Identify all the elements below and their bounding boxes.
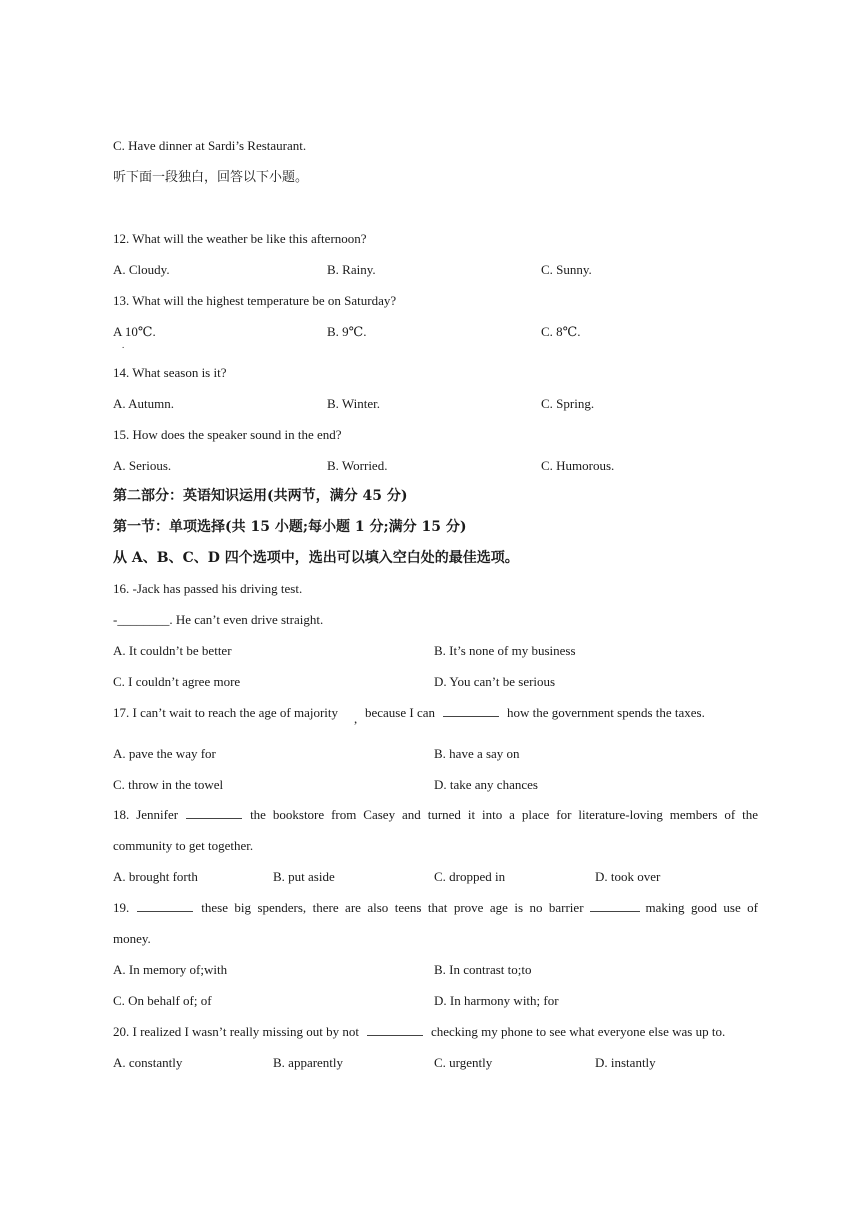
q20-option-a: A. constantly xyxy=(113,1055,183,1070)
question-15: 15. How does the speaker sound in the end? xyxy=(113,427,342,442)
q14-option-b: B. Winter. xyxy=(327,396,381,411)
q16-option-a: A. It couldn’t be better xyxy=(113,643,232,658)
q18-stem: the bookstore from Casey and turned it into a place for literature-loving members of the xyxy=(250,807,758,822)
q16-option-c: C. I couldn’t agree more xyxy=(113,674,241,689)
q20-stem-end: checking my phone to see what everyone else was up to. xyxy=(430,1024,726,1039)
q20-option-d: D. instantly xyxy=(595,1055,656,1070)
q19-option-b: B. In contrast to;to xyxy=(434,962,532,977)
question-12: 12. What will the weather be like this afternoon? xyxy=(113,231,367,246)
answer-blank: ________ xyxy=(117,612,170,627)
q12-option-a: A. Cloudy. xyxy=(113,262,170,277)
q16-option-d: D. You can’t be serious xyxy=(434,674,556,689)
q17-option-d: D. take any chances xyxy=(434,777,538,792)
q18-option-d: D. took over xyxy=(595,869,661,884)
directions: 从 A、B、C、D 四个选项中，选出可以填入空白处的最佳选项。 xyxy=(113,550,519,566)
q19-line2: money. xyxy=(113,931,151,946)
answer-blank-2 xyxy=(590,900,640,912)
q17-option-b: B. have a say on xyxy=(434,746,520,761)
dash: - xyxy=(113,612,118,627)
q13-option-a: A 10℃. xyxy=(113,324,156,339)
q19-option-c: C. On behalf of; of xyxy=(113,993,212,1008)
question-18 xyxy=(113,807,758,823)
q20-stem: 20. I realized I wasn’t really missing out by not xyxy=(113,1024,359,1039)
q17-stem-part1: 17. I can’t wait to reach the age of majority xyxy=(113,705,339,720)
q14-option-a: A. Autumn. xyxy=(113,396,175,411)
q18-number: 18. Jennifer xyxy=(113,807,179,822)
section-one-heading: 第一节：单项选择(共 15 小题;每小题 1 分;满分 15 分) xyxy=(113,519,467,535)
q18-option-a: A. brought forth xyxy=(113,869,198,884)
listening-instruction: 听下面一段独白，回答以下小题。 xyxy=(113,170,309,185)
q17-stem-because: because I can xyxy=(365,705,436,720)
option-c-previous: C. Have dinner at Sardi’s Restaurant. xyxy=(113,138,307,153)
question-19 xyxy=(113,900,758,916)
q18-option-c: C. dropped in xyxy=(434,869,506,884)
q15-option-a: A. Serious. xyxy=(113,458,172,473)
q20-option-c: C. urgently xyxy=(434,1055,493,1070)
question-17 xyxy=(113,705,338,721)
reply-text: . He can’t even drive straight. xyxy=(169,612,324,627)
q12-option-b: B. Rainy. xyxy=(327,262,376,277)
q17-stem-end: how the government spends the taxes. xyxy=(507,705,705,720)
q18-line2: community to get together. xyxy=(113,838,254,853)
q20-option-b: B. apparently xyxy=(273,1055,344,1070)
q19-number: 19. xyxy=(113,900,130,915)
q13-option-c: C. 8℃. xyxy=(541,324,581,339)
q19-option-a: A. In memory of;with xyxy=(113,962,228,977)
question-16-reply xyxy=(113,612,323,628)
q13-option-b: B. 9℃. xyxy=(327,324,367,339)
q17-option-a: A. pave the way for xyxy=(113,746,216,761)
q14-option-c: C. Spring. xyxy=(541,396,595,411)
q17-comma: , xyxy=(354,711,358,726)
question-13: 13. What will the highest temperature be on Saturday? xyxy=(113,293,397,308)
q15-option-c: C. Humorous. xyxy=(541,458,615,473)
question-20 xyxy=(113,1024,725,1040)
q17-stem-part2 xyxy=(365,705,705,721)
answer-blank xyxy=(367,1024,423,1036)
q19-stem: these big spenders, there are also teens that prove age is no barrier xyxy=(201,900,584,915)
question-14: 14. What season is it? xyxy=(113,365,227,380)
q19-stem-end: making good use of xyxy=(645,900,758,915)
q18-option-b: B. put aside xyxy=(273,869,335,884)
q15-option-b: B. Worried. xyxy=(327,458,388,473)
q17-option-c: C. throw in the towel xyxy=(113,777,224,792)
q19-option-d: D. In harmony with; for xyxy=(434,993,559,1008)
answer-blank xyxy=(186,807,242,819)
question-16: 16. -Jack has passed his driving test. xyxy=(113,581,303,596)
q16-option-b: B. It’s none of my business xyxy=(434,643,576,658)
q12-option-c: C. Sunny. xyxy=(541,262,592,277)
stray-dot-mark: . xyxy=(122,340,125,350)
answer-blank xyxy=(443,705,499,717)
part-two-heading: 第二部分：英语知识运用(共两节，满分 45 分) xyxy=(113,488,408,504)
answer-blank xyxy=(137,900,193,912)
